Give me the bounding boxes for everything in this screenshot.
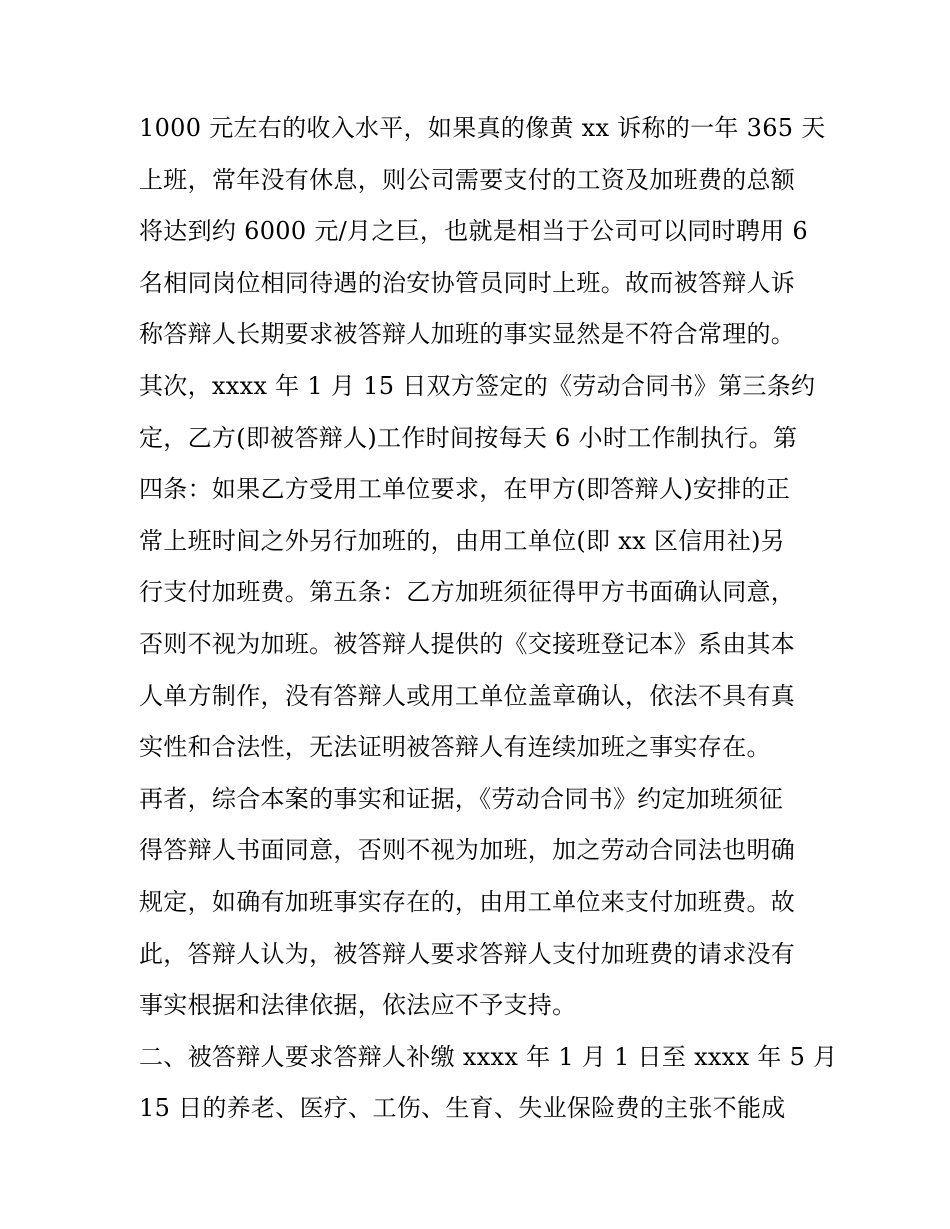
text-line: 称答辩人长期要求被答辩人加班的事实显然是不符合常理的。 [139, 320, 796, 349]
text-line: 1000 元左右的收入水平，如果真的像黄 xx 诉称的一年 365 天 [139, 114, 826, 142]
text-line: 此，答辩人认为，被答辩人要求答辩人支付加班费的请求没有 [139, 939, 796, 968]
body-text [139, 103, 838, 1135]
text-line: 否则不视为加班。被答辩人提供的《交接班登记本》系由其本 [139, 629, 796, 658]
text-line: 常上班时间之外另行加班的，由用工单位(即 xx 区信用社)另 [139, 526, 786, 555]
text-line: 再者，综合本案的事实和证据，《劳动合同书》约定加班须征 [139, 784, 784, 813]
text-line: 上班，常年没有休息，则公司需要支付的工资及加班费的总额 [139, 165, 796, 194]
text-line: 行支付加班费。第五条：乙方加班须征得甲方书面确认同意， [139, 578, 796, 607]
text-line: 其次，xxxx 年 1 月 15 日双方签定的《劳动合同书》第三条约 [139, 371, 816, 400]
text-line: 15 日的养老、医疗、工伤、生育、失业保险费的主张不能成 [139, 1094, 786, 1123]
text-line: 规定，如确有加班事实存在的，由用工单位来支付加班费。故 [139, 887, 796, 916]
text-line: 将达到约 6000 元/月之巨，也就是相当于公司可以同时聘用 6 [139, 217, 808, 246]
text-line: 事实根据和法律依据，依法应不予支持。 [139, 991, 577, 1020]
text-line: 四条：如果乙方受用工单位要求，在甲方(即答辩人)安排的正 [139, 475, 791, 504]
text-line: 定，乙方(即被答辩人)工作时间按每天 6 小时工作制执行。第 [139, 423, 798, 452]
text-line: 得答辩人书面同意，否则不视为加班，加之劳动合同法也明确 [139, 836, 796, 865]
text-line: 二、被答辩人要求答辩人补缴 xxxx 年 1 月 1 日至 xxxx 年 5 月 [139, 1042, 838, 1071]
text-line: 名相同岗位相同待遇的治安协管员同时上班。故而被答辩人诉 [139, 268, 796, 297]
text-line: 人单方制作，没有答辩人或用工单位盖章确认，依法不具有真 [139, 681, 796, 710]
text-line: 实性和合法性，无法证明被答辩人有连续加班之事实存在。 [139, 733, 771, 762]
